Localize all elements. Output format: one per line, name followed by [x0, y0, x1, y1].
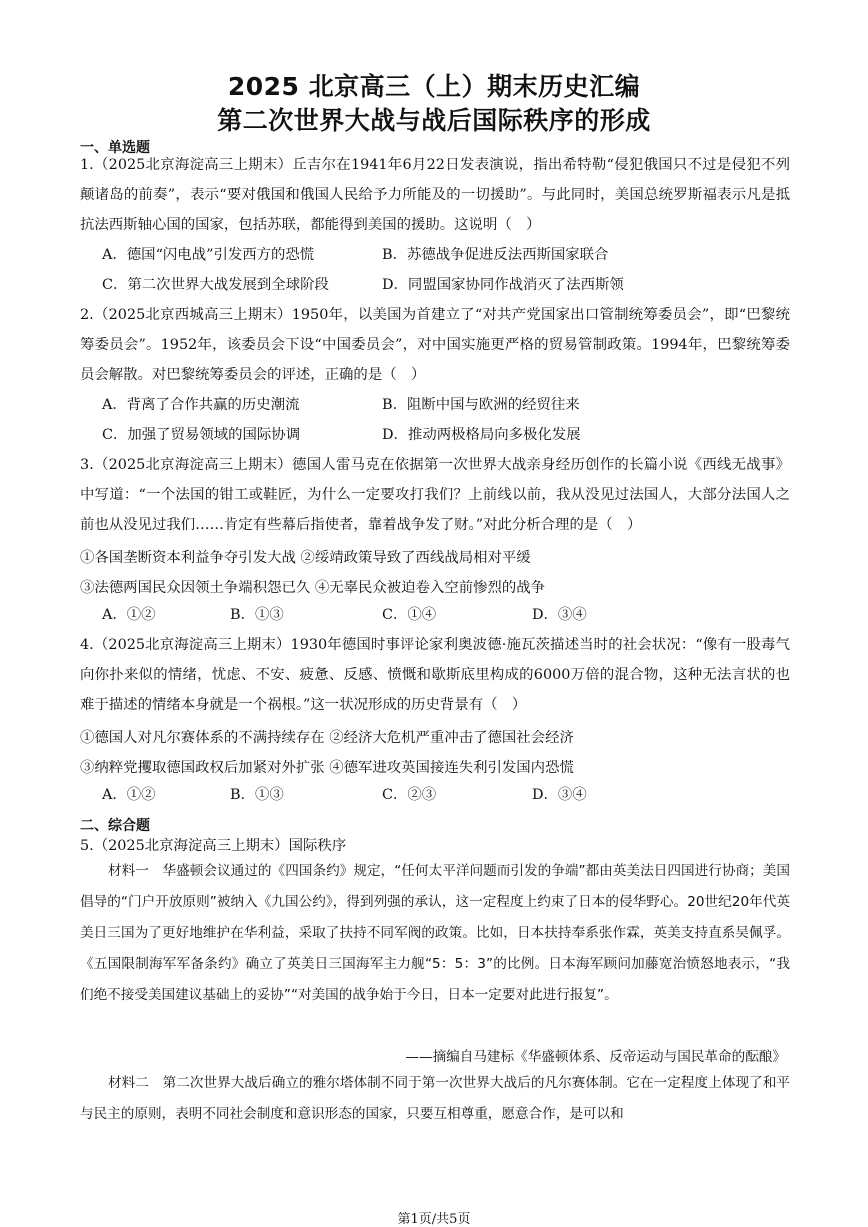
option-b: B．①③ — [230, 787, 284, 803]
doc-subtitle: 第二次世界大战与战后国际秩序的形成 — [217, 106, 651, 135]
option-c: C．第二次世界大战发展到全球阶段 — [102, 277, 329, 293]
option-b: B．①③ — [230, 607, 284, 623]
doc-title: 2025 北京高三（上）期末历史汇编 — [227, 72, 641, 101]
question-5-stem: 5.（2025北京海淀高三上期末）国际秩序 — [80, 838, 347, 854]
section-heading-single-choice: 一、单选题 — [80, 140, 150, 156]
question-4-stem: 4.（2025北京海淀高三上期末）1930年德国时事评论家利奥波德·施瓦茨描述当时的社会状况：“像有一股毒气向你扑来似的情绪，忧虑、不安、疲惫、反感、愤慨和歇斯底里构成的6000万倍的混合物，这种无法言状的也难于描述的情绪本身就是一个祸根。”这一状况形成的历史背景有（ ） — [80, 637, 790, 713]
option-a: A．①② — [102, 607, 156, 623]
question-5-material-2: 材料二 第二次世界大战后确立的雅尔塔体制不同于第一次世界大战后的凡尔赛体制。它在一定程度上体现了和平与民主的原则，表明不同社会制度和意识形态的国家，只要互相尊重，愿意合作，是可以和 — [80, 1075, 790, 1122]
option-d: D．推动两极格局向多极化发展 — [382, 427, 581, 443]
question-4-statement-1: ①德国人对凡尔赛体系的不满持续存在 ②经济大危机严重冲击了德国社会经济 — [80, 730, 574, 746]
question-5-material-1: 材料一 华盛顿会议通过的《四国条约》规定，“任何太平洋问题而引发的争端”都由英美法日四国进行协商；美国倡导的“门户开放原则”被纳入《九国公约》，得到列强的承认，这一定程度上约束了日本的侵华野心。20世纪20年代英美日三国为了更好地维护在华利益，采取了扶持不同军阀的政策。比如，日本扶持奉系张作霖，英美支持直系吴佩孚。《五国限制海军军备条约》确立了英美日三国海军主力舰“5：5：3”的比例。日本海军顾问加藤宽治愤怒地表示，“我们绝不接受美国建议基础上的妥协”“对美国的战争始于今日，日本一定要对此进行报复”。 — [80, 863, 790, 1003]
option-d: D．③④ — [532, 607, 587, 623]
option-d: D．③④ — [532, 787, 587, 803]
question-1-stem: 1.（2025北京海淀高三上期末）丘吉尔在1941年6月22日发表演说，指出希特勒“侵犯俄国只不过是侵犯不列颠诸岛的前奏”，表示“要对俄国和俄国人民给予力所能及的一切援助”。与此同时，美国总统罗斯福表示凡是抵抗法西斯轴心国的国家，包括苏联，都能得到美国的援助。这说明（ ） — [80, 157, 790, 233]
question-3-statement-1: ①各国垄断资本利益争夺引发大战 ②绥靖政策导致了西线战局相对平缓 — [80, 550, 531, 566]
question-4-statement-2: ③纳粹党攫取德国政权后加紧对外扩张 ④德军进攻英国接连失利引发国内恐慌 — [80, 760, 574, 776]
option-a: A．①② — [102, 787, 156, 803]
option-a: A．德国“闪电战”引发西方的恐慌 — [102, 247, 315, 263]
question-3-statement-2: ③法德两国民众因领土争端积怨已久 ④无辜民众被迫卷入空前惨烈的战争 — [80, 580, 546, 596]
option-c: C．加强了贸易领域的国际协调 — [102, 427, 301, 443]
question-5-source-1: ——摘编自马建标《华盛顿体系、反帝运动与国民革命的酝酿》 — [405, 1049, 786, 1065]
option-b: B．苏德战争促进反法西斯国家联合 — [382, 247, 609, 263]
question-2-stem: 2.（2025北京西城高三上期末）1950年，以美国为首建立了“对共产党国家出口管制统筹委员会”，即“巴黎统筹委员会”。1952年，该委员会下设“中国委员会”，对中国实施更严格的贸易管制政策。1994年，巴黎统筹委员会解散。对巴黎统筹委员会的评述，正确的是（ ） — [80, 307, 790, 383]
option-a: A．背离了合作共赢的历史潮流 — [102, 397, 300, 413]
option-c: C．①④ — [382, 607, 437, 623]
option-b: B．阻断中国与欧洲的经贸往来 — [382, 397, 580, 413]
page-number: 第1页/共5页 — [397, 1212, 471, 1227]
option-c: C．②③ — [382, 787, 437, 803]
question-3-stem: 3.（2025北京海淀高三上期末）德国人雷马克在依据第一次世界大战亲身经历创作的长篇小说《西线无战事》中写道：“一个法国的钳工或鞋匠，为什么一定要攻打我们？上前线以前，我从没见过法国人，大部分法国人之前也从没见过我们……肯定有些幕后指使者，靠着战争发了财。”对此分析合理的是（ ） — [80, 457, 790, 533]
section-heading-comprehensive: 二、综合题 — [80, 818, 150, 834]
option-d: D．同盟国家协同作战消灭了法西斯领 — [382, 277, 624, 293]
